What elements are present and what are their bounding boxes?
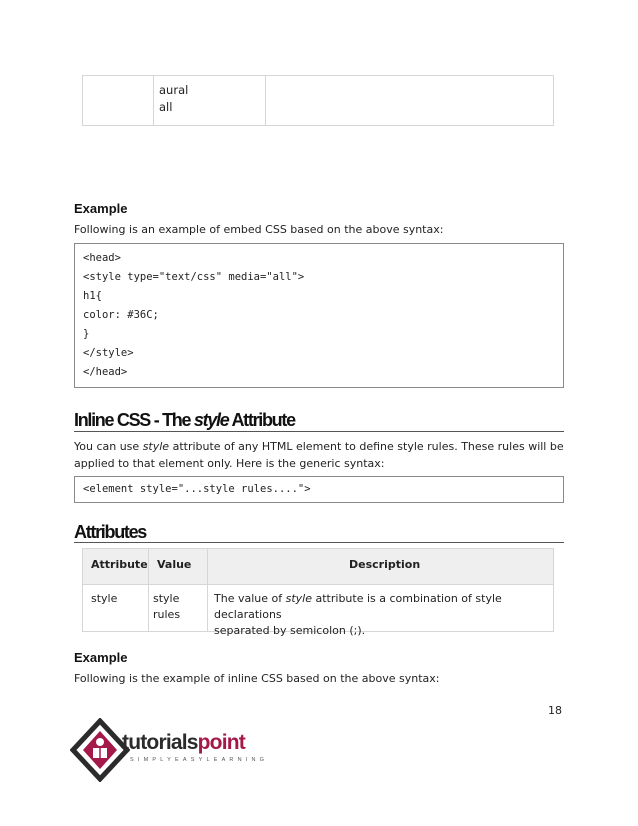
cell-description: The value of style attribute is a combination of style declarations separated by semicolon (;). bbox=[214, 592, 502, 637]
table-cell-empty bbox=[83, 76, 154, 125]
code-line: color: #36C; bbox=[83, 309, 159, 321]
column-header-description: Description bbox=[349, 558, 421, 571]
inline-css-paragraph-line2: applied to that element only. Here is the generic syntax: bbox=[74, 457, 385, 470]
section-divider bbox=[74, 431, 564, 432]
table-cell-media-values bbox=[153, 76, 266, 125]
media-types-table-continued bbox=[82, 75, 554, 126]
logo-tagline: SIMPLYEASYLEARNING bbox=[130, 757, 269, 763]
example-heading: Example bbox=[74, 650, 128, 665]
page-number: 18 bbox=[548, 704, 562, 717]
example-intro: Following is an example of embed CSS based on the above syntax: bbox=[74, 223, 444, 236]
column-header-value: Value bbox=[157, 558, 192, 571]
code-line: <element style="...style rules...."> bbox=[83, 483, 311, 495]
example-intro: Following is the example of inline CSS based on the above syntax: bbox=[74, 672, 440, 685]
code-line: } bbox=[83, 328, 90, 340]
inline-syntax-code-block bbox=[74, 476, 564, 503]
code-line: <style type="text/css" media="all"> bbox=[83, 271, 305, 283]
tutorialspoint-logo bbox=[70, 718, 270, 782]
media-type-aural: aural bbox=[159, 83, 189, 97]
inline-css-paragraph-line1: You can use style attribute of any HTML element to define style rules. These rules will be bbox=[74, 440, 564, 453]
logo-emblem-icon bbox=[70, 718, 130, 782]
section-heading-inline-css: Inline CSS - The style Attribute bbox=[74, 410, 295, 430]
table-header-row bbox=[83, 549, 553, 585]
cell-value: style rules bbox=[153, 592, 181, 621]
attributes-table bbox=[82, 548, 554, 637]
code-line: h1{ bbox=[83, 290, 102, 302]
column-header-attribute: Attribute bbox=[91, 558, 148, 571]
example-heading: Example bbox=[74, 201, 128, 216]
column-divider bbox=[207, 549, 208, 631]
column-divider bbox=[148, 549, 149, 631]
media-type-all: all bbox=[159, 100, 173, 114]
section-divider bbox=[74, 542, 564, 543]
code-line: </head> bbox=[83, 366, 128, 378]
logo-wordmark: tutorialspoint bbox=[122, 731, 245, 754]
code-line: </style> bbox=[83, 347, 134, 359]
cell-attribute: style bbox=[91, 592, 118, 605]
code-line: <head> bbox=[83, 252, 121, 264]
section-heading-attributes: Attributes bbox=[74, 522, 146, 542]
embed-css-code-block bbox=[74, 243, 564, 388]
